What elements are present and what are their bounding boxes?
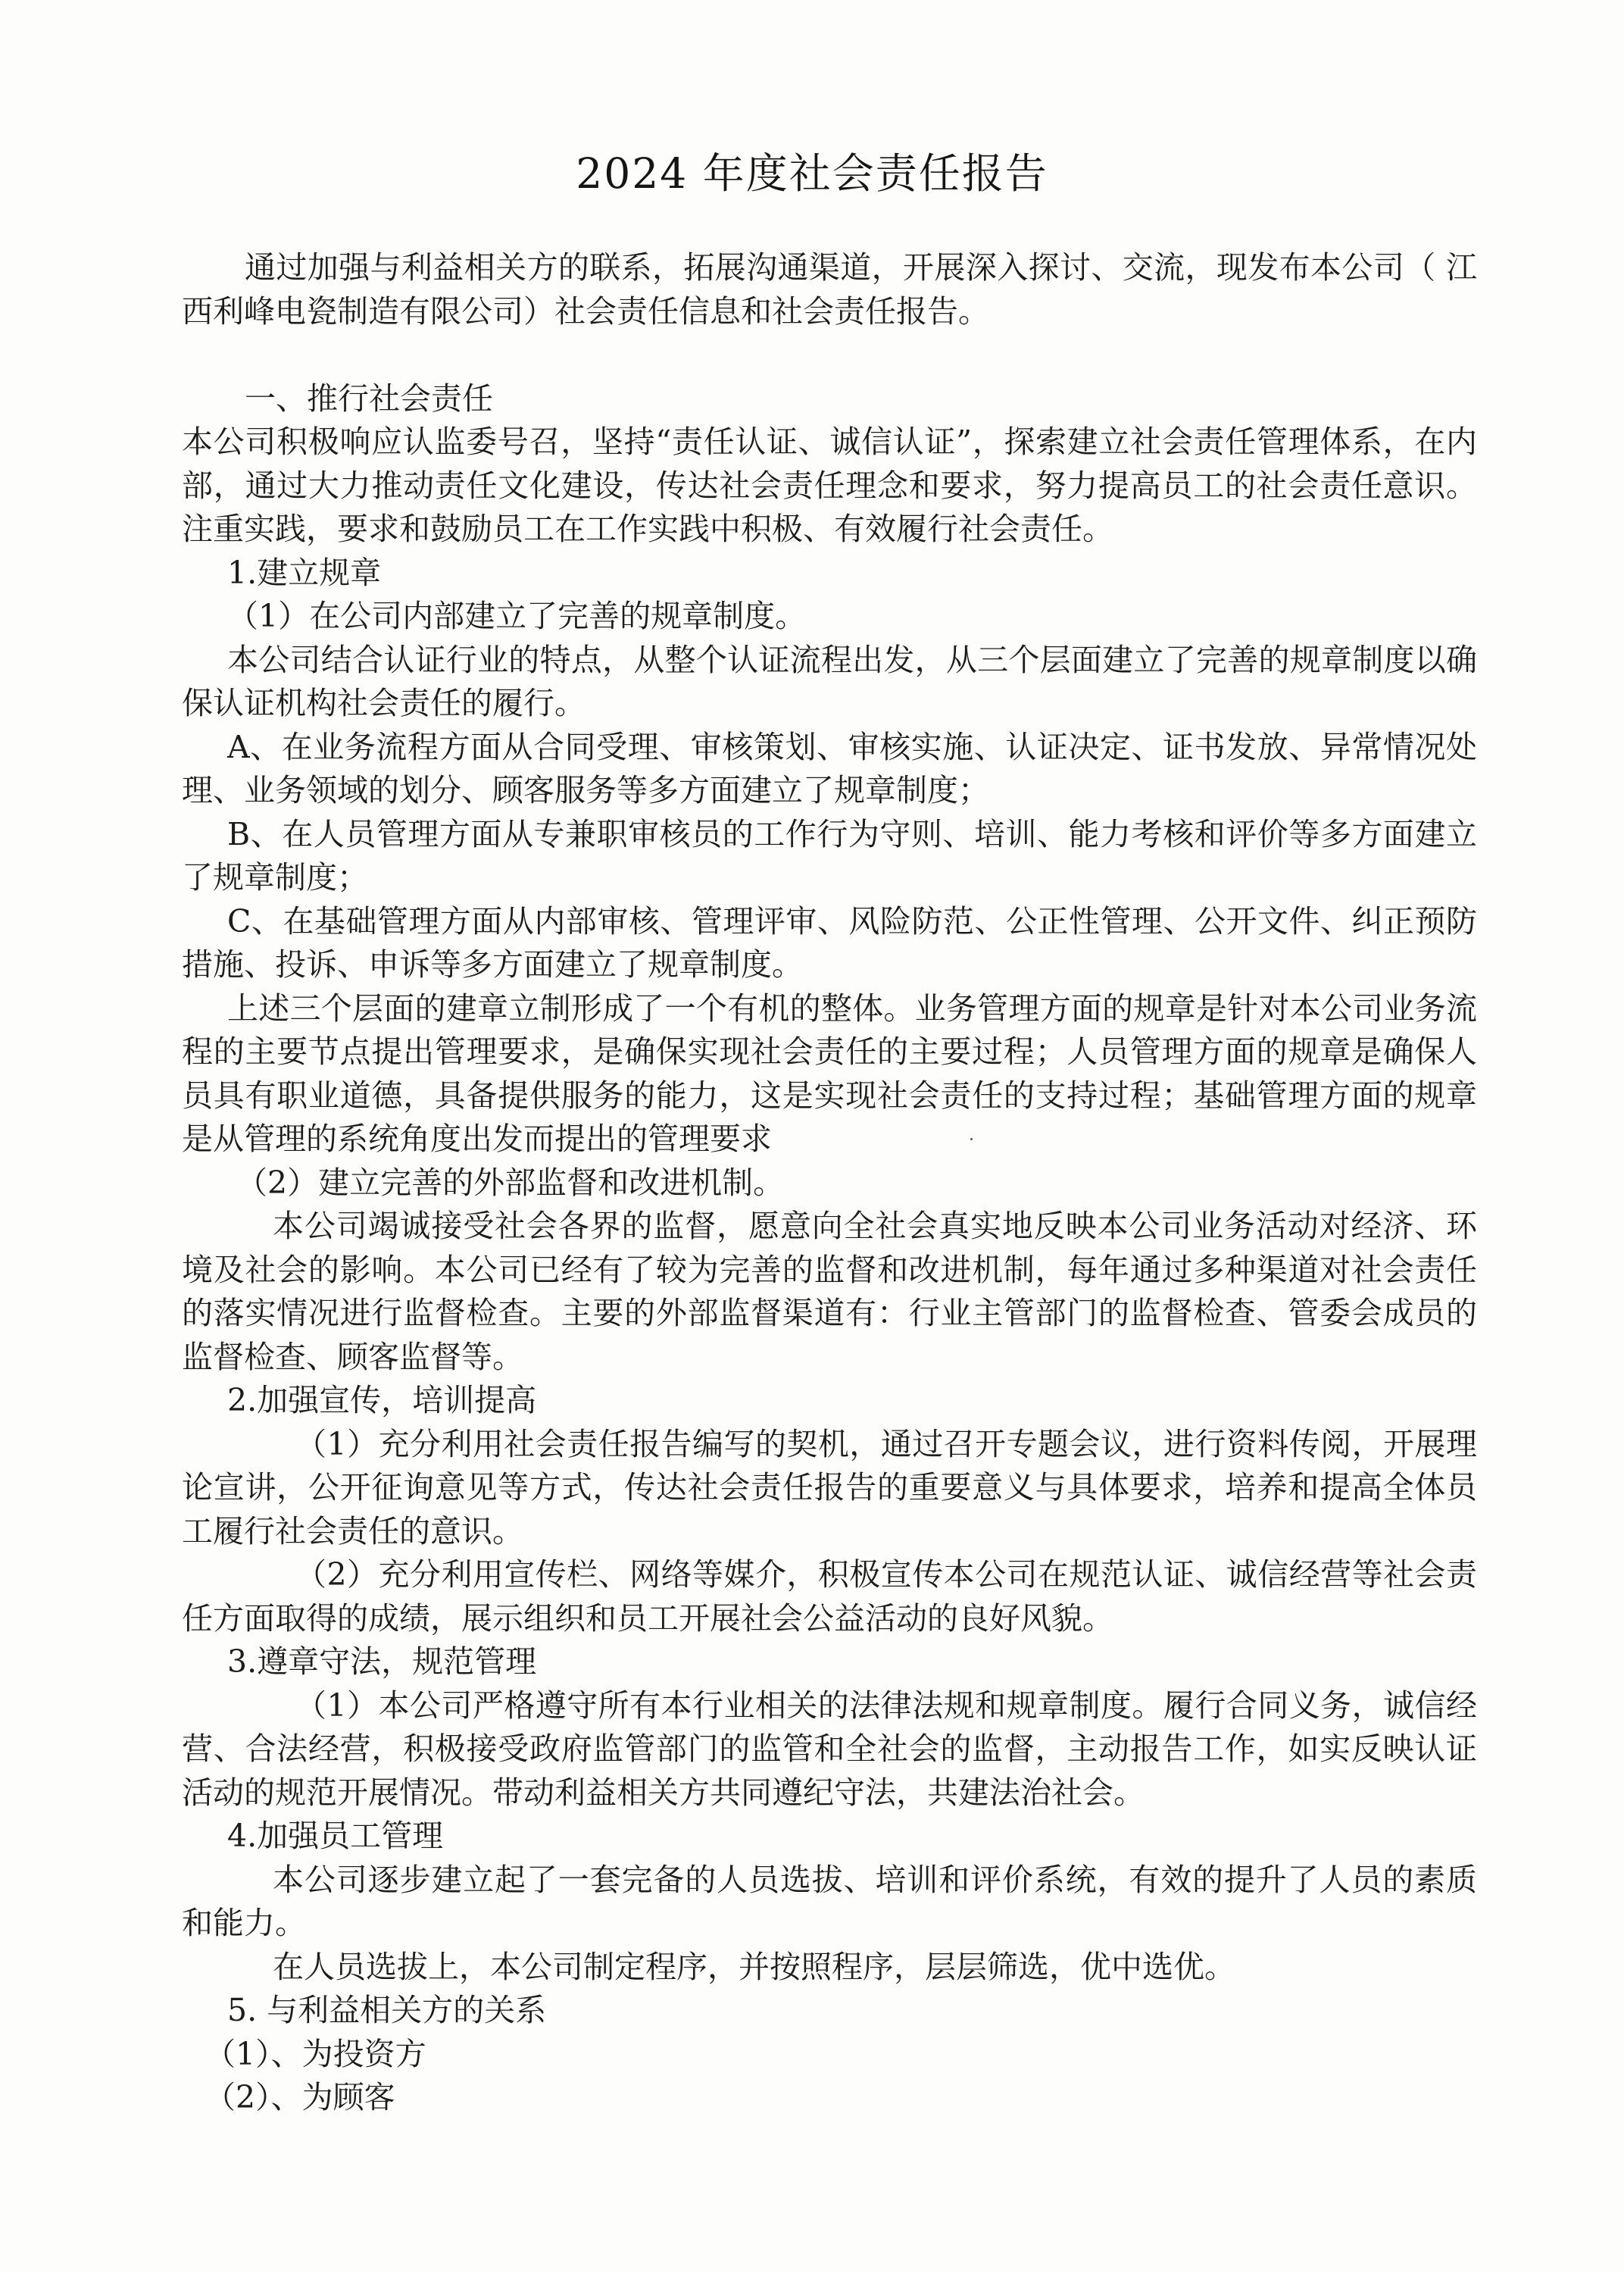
paragraph-supervision: 本公司竭诚接受社会各界的监督，愿意向全社会真实地反映本公司业务活动对经济、环境及社会的影响。本公司已经有了较为完善的监督和改进机制，每年通过多种渠道对社会责任的落实情况进行监督检查。主要的外部监督渠道有：行业主管部门的监督检查、管委会成员的监督检查、顾客监督等。 [182,1208,1477,1375]
subheading-publicity: 2.加强宣传，培训提高 [227,1382,537,1418]
item-compliance: （1）本公司严格遵守所有本行业相关的法律法规和规章制度。履行合同义务，诚信经营、合法经营，积极接受政府监管部门的监管和全社会的监督，主动报告工作，如实反映认证活动的规范开展情况。带动利益相关方共同遵纪守法，共建法治社会。 [182,1687,1477,1811]
subheading-establish-rules: 1.建立规章 [227,554,382,591]
paragraph-commitment: 本公司积极响应认监委号召，坚持“责任认证、诚信认证”，探索建立社会责任管理体系，在内部，通过大力推动责任文化建设，传达社会责任理念和要求，努力提高员工的社会责任意识。注重实践，要求和鼓励员工在工作实践中积极、有效履行社会责任。 [182,424,1477,547]
paragraph-staff-system: 本公司逐步建立起了一套完备的人员选拔、培训和评价系统，有效的提升了人员的素质和能力。 [182,1861,1477,1941]
subheading-stakeholders: 5. 与利益相关方的关系 [227,1992,547,2028]
item-media-publicity: （2）充分利用宣传栏、网络等媒介，积极宣传本公司在规范认证、诚信经营等社会责任方面取得的成绩，展示组织和员工开展社会公益活动的良好风貌。 [182,1556,1477,1637]
section-heading-1: 一、推行社会责任 [245,380,493,417]
paragraph-selection: 在人员选拔上，本公司制定程序，并按照程序，层层筛选，优中选优。 [273,1948,1235,1985]
item-report-writing: （1）充分利用社会责任报告编写的契机，通过召开专题会议，进行资料传阅，开展理论宣讲，公开征询意见等方式，传达社会责任报告的重要意义与具体要求，培养和提高全体员工履行社会责任的意识。 [182,1425,1477,1549]
item-customers: （2）、为顾客 [205,2079,395,2115]
intro-paragraph: 通过加强与利益相关方的联系，拓展沟通渠道，开展深入探讨、交流，现发布本公司（ 江西利峰电瓷制造有限公司）社会责任信息和社会责任报告。 [182,249,1477,330]
item-internal-rules: （1）在公司内部建立了完善的规章制度。 [227,598,807,634]
blank-line [182,333,1477,377]
item-b-personnel: B、在人员管理方面从专兼职审核员的工作行为守则、培训、能力考核和评价等多方面建立了规章制度； [182,815,1477,896]
item-external-supervision: （2）建立完善的外部监督和改进机制。 [236,1164,785,1201]
item-investors: （1）、为投资方 [205,2035,426,2072]
item-c-basic-management: C、在基础管理方面从内部审核、管理评审、风险防范、公正性管理、公开文件、纠正预防措施、投诉、申诉等多方面建立了规章制度。 [182,902,1477,983]
document-title: 2024 年度社会责任报告 [576,149,1048,198]
item-a-business-process: A、在业务流程方面从合同受理、审核策划、审核实施、认证决定、证书发放、异常情况处理、业务领域的划分、顾客服务等多方面建立了规章制度； [182,728,1477,808]
scan-speck [970,1138,973,1140]
subheading-compliance: 3.遵章守法，规范管理 [227,1643,537,1680]
subheading-staff-management: 4.加强员工管理 [227,1818,444,1854]
paragraph-three-levels: 本公司结合认证行业的特点，从整个认证流程出发，从三个层面建立了完善的规章制度以确保认证机构社会责任的履行。 [182,641,1477,721]
document-body [182,246,1477,2120]
paragraph-organic-whole: 上述三个层面的建章立制形成了一个有机的整体。业务管理方面的规章是针对本公司业务流程的主要节点提出管理要求，是确保实现社会责任的主要过程；人员管理方面的规章是确保人员具有职业道德，具备提供服务的能力，这是实现社会责任的支持过程；基础管理方面的规章是从管理的系统角度出发而提出的管理要求 [182,990,1477,1157]
